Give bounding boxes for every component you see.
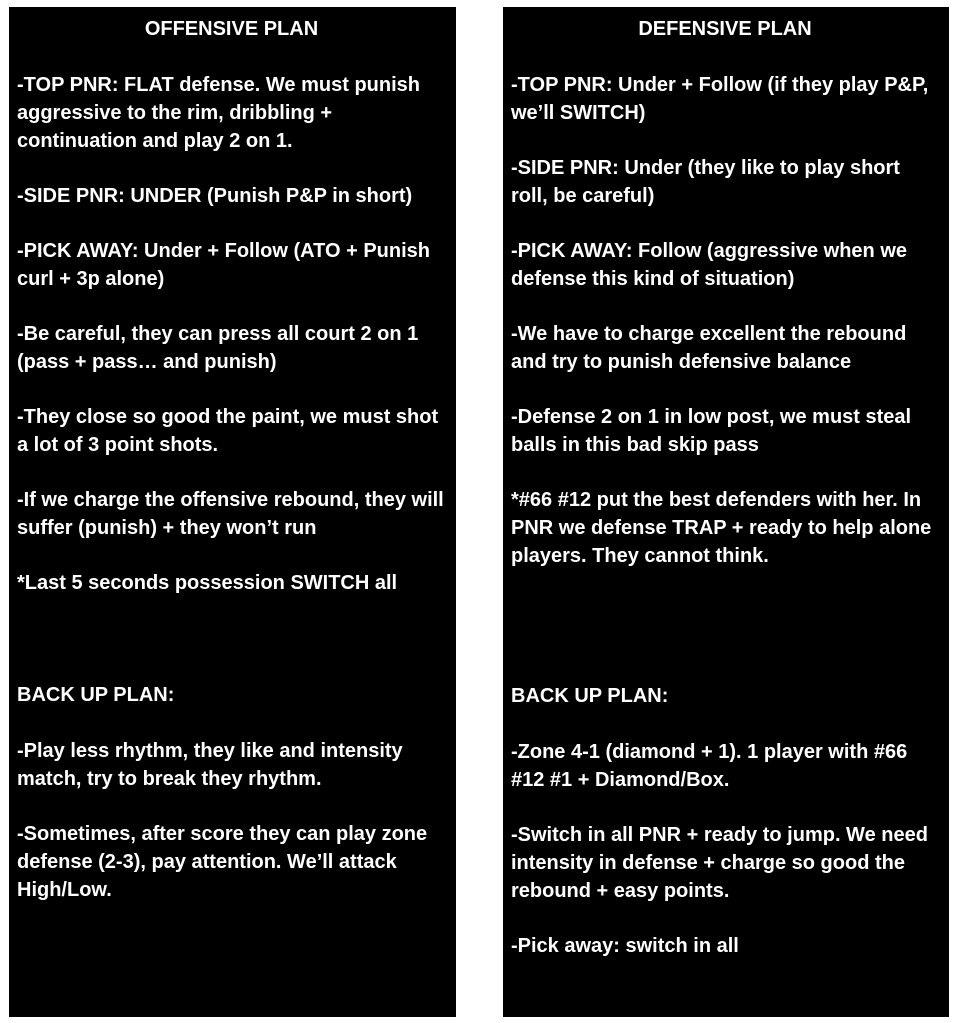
defensive-item-top-pnr: -TOP PNR: Under + Follow (if they play P&P, we’ll SWITCH) <box>511 74 929 124</box>
offensive-backup-title: BACK UP PLAN: <box>17 684 175 706</box>
defensive-item-side-pnr: -SIDE PNR: Under (they like to play short roll, be careful) <box>511 157 900 207</box>
defensive-backup-item-zone: -Zone 4-1 (diamond + 1). 1 player with #66 #12 #1 + Diamond/Box. <box>511 741 908 791</box>
defensive-backup-title: BACK UP PLAN: <box>511 685 669 707</box>
offensive-backup-item-rhythm: -Play less rhythm, they like and intensity match, try to break they rhythm. <box>17 740 403 790</box>
offensive-item-press: -Be careful, they can press all court 2 on 1 (pass + pass… and punish) <box>17 323 419 373</box>
offensive-item-rebound: -If we charge the offensive rebound, they will suffer (punish) + they won’t run <box>17 489 444 539</box>
offensive-spacer <box>17 624 446 681</box>
offensive-item-paint: -They close so good the paint, we must shot a lot of 3 point shots. <box>17 406 439 456</box>
defensive-item-rebound: -We have to charge excellent the rebound and try to punish defensive balance <box>511 323 907 373</box>
offensive-backup-item-zone: -Sometimes, after score they can play zone defense (2-3), pay attention. We’ll attack High/Low. <box>17 823 428 901</box>
defensive-item-best-defenders: *#66 #12 put the best defenders with her. In PNR we defense TRAP + ready to help alone players. They cannot think. <box>511 489 932 567</box>
defensive-item-low-post: -Defense 2 on 1 in low post, we must steal balls in this bad skip pass <box>511 406 912 456</box>
offensive-item-top-pnr: -TOP PNR: FLAT defense. We must punish aggressive to the rim, dribbling + continuation and play 2 on 1. <box>17 74 420 152</box>
offensive-item-pick-away: -PICK AWAY: Under + Follow (ATO + Punish curl + 3p alone) <box>17 240 430 290</box>
defensive-spacer <box>511 597 939 682</box>
defensive-backup-item-pick-away: -Pick away: switch in all <box>511 935 739 957</box>
offensive-item-last-seconds: *Last 5 seconds possession SWITCH all <box>17 572 398 594</box>
defensive-item-pick-away: -PICK AWAY: Follow (aggressive when we defense this kind of situation) <box>511 240 908 290</box>
offensive-plan-panel <box>9 7 456 1017</box>
defensive-backup-item-switch: -Switch in all PNR + ready to jump. We need intensity in defense + charge so good the rebound + easy points. <box>511 824 928 902</box>
offensive-plan-title: OFFENSIVE PLAN <box>144 18 319 40</box>
defensive-plan-panel <box>503 7 949 1017</box>
offensive-item-side-pnr: -SIDE PNR: UNDER (Punish P&P in short) <box>17 185 413 207</box>
defensive-plan-title: DEFENSIVE PLAN <box>638 18 812 40</box>
